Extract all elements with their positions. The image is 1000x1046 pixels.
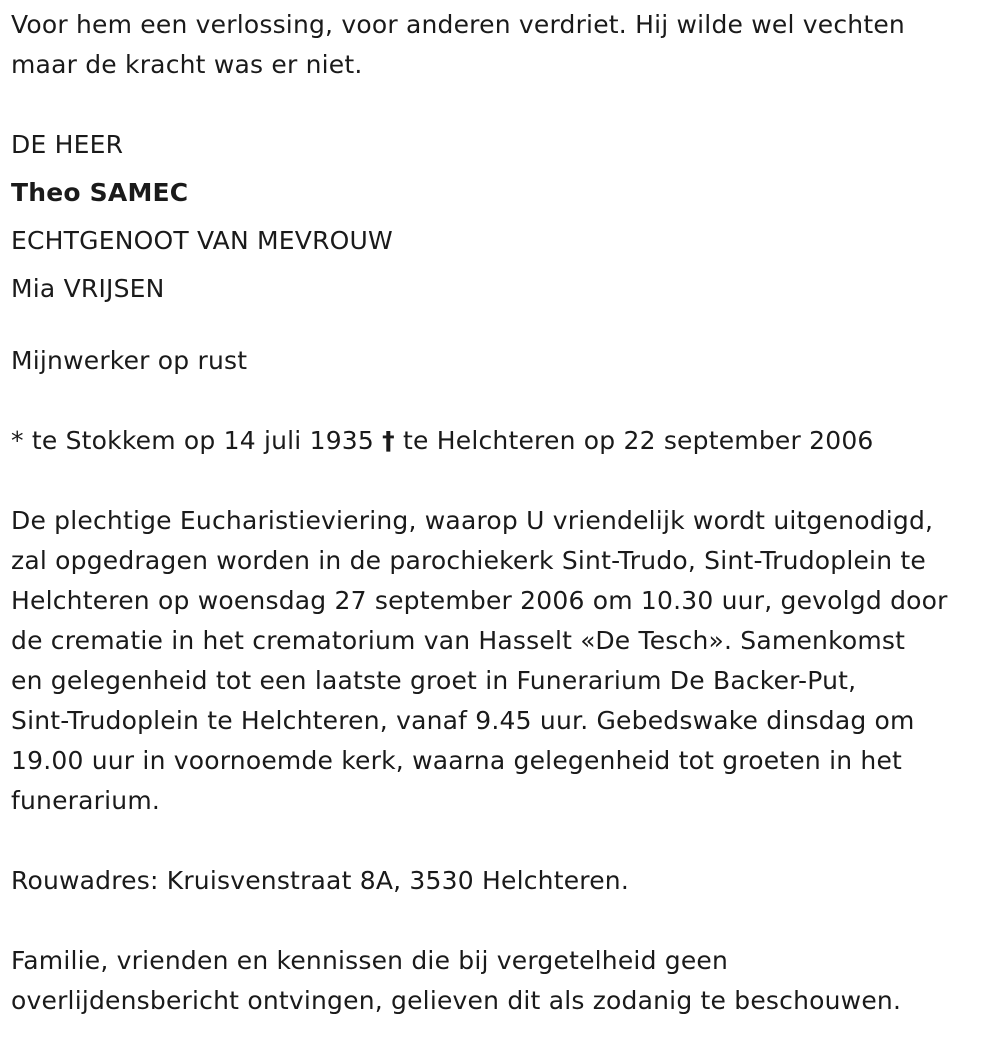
name-block — [11, 125, 996, 309]
death-text: te Helchteren op 22 september 2006 — [403, 426, 874, 455]
death-notice — [11, 5, 996, 1021]
title-text: DE HEER — [11, 130, 124, 159]
ceremony-text: De plechtige Eucharistieviering, waarop U vriendelijk wordt uitgenodigd, zal opgedragen worden in de parochiekerk Sint-Trudo, Sint-Trudoplein te Helchteren op woensdag 27 september 2006 om 10.30 uur, gevolgd door de crematie in het crematorium van Hasselt «De Tesch». Samenkomst en gelegenheid tot een laatste groet in Funerarium De Backer-Put, Sint-Trudoplein te Helchteren, vanaf 9.45 uur. Gebedswake dinsdag om 19.00 uur in voornoemde kerk, waarna gelegenheid tot groeten in het funerarium. — [11, 506, 948, 815]
address-text: Rouwadres: Kruisvenstraat 8A, 3530 Helchteren. — [11, 866, 630, 895]
dates-line — [11, 421, 996, 461]
relation-text: ECHTGENOOT VAN MEVROUW — [11, 226, 393, 255]
notice-text: Familie, vrienden en kennissen die bij vergetelheid geen overlijdensbericht ontvingen, gelieven dit als zodanig te beschouwen. — [11, 946, 902, 1015]
spouse-name: Mia VRIJSEN — [11, 274, 165, 303]
cross-icon: † — [382, 426, 395, 455]
deceased-name: Theo SAMEC — [11, 178, 189, 207]
occupation-text: Mijnwerker op rust — [11, 346, 248, 375]
birth-text: * te Stokkem op 14 juli 1935 — [11, 426, 375, 455]
motto-text: Voor hem een verlossing, voor anderen verdriet. Hij wilde wel vechten maar de kracht was er niet. — [11, 10, 905, 79]
